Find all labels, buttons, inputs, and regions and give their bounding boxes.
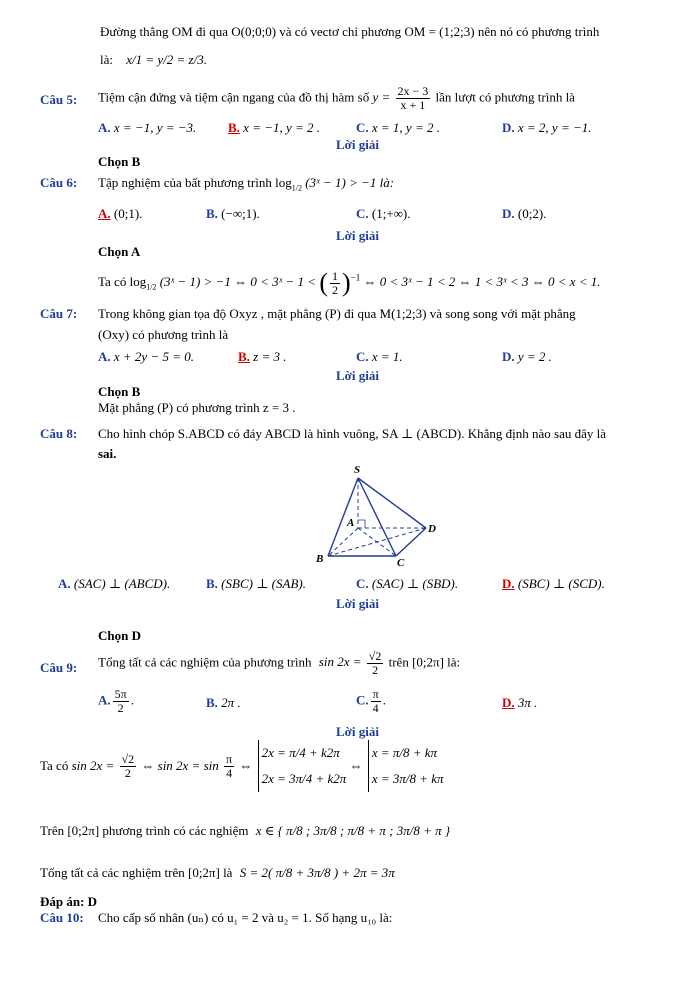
q9-option-d-letter: D. xyxy=(502,695,515,710)
question-5 xyxy=(40,92,77,108)
q9-work3-text: Tổng tất cả các nghiệm trên [0;2π] là xyxy=(40,865,233,880)
q9-work1-mid: ⇔ sin 2x = sin xyxy=(141,758,219,773)
q7-line1: Trong không gian tọa độ Oxyz , mặt phẳng (P) đi qua M(1;2;3) và song song với mặt phẳng xyxy=(98,306,576,321)
q8-option-d-letter: D. xyxy=(502,576,515,591)
q9-work3 xyxy=(40,865,395,881)
q6-work-mid: (3ˣ − 1) > −1 ⇔ 0 < 3ˣ − 1 < xyxy=(159,273,317,289)
q9-option-d[interactable] xyxy=(502,695,537,711)
q5-option-c[interactable] xyxy=(356,120,440,136)
intro-line1: Đường thẳng OM đi qua O(0;0;0) và có vectơ chỉ phương OM = (1;2;3) nên nó có phương trình xyxy=(100,24,600,39)
q5-option-d-letter: D. xyxy=(502,120,515,135)
q9-case-2a: x = π/8 + kπ xyxy=(371,745,438,760)
q6-option-a-text: (0;1). xyxy=(113,206,143,221)
q7-explanation: Mặt phẳng (P) có phương trình z = 3 . xyxy=(98,400,296,415)
q6-option-b-letter: B. xyxy=(206,206,218,221)
q6-option-d-letter: D. xyxy=(502,206,515,221)
q8-option-b-letter: B. xyxy=(206,576,218,591)
q7-option-c-letter: C. xyxy=(356,349,369,364)
q9-option-c[interactable] xyxy=(356,688,386,715)
q5-text-after: lần lượt có phương trình là xyxy=(435,89,575,105)
q8-option-c-letter: C. xyxy=(356,576,369,591)
q7-label: Câu 7: xyxy=(40,306,78,321)
q7-option-a-text: x + 2y − 5 = 0. xyxy=(113,349,194,364)
q6-work xyxy=(98,268,601,298)
q9-case-2b: x = 3π/8 + kπ xyxy=(371,771,444,786)
q9-case-1a: 2x = π/4 + k2π xyxy=(261,745,340,760)
q9-work1-sqrt2: $\frac{√2}{2}$ xyxy=(121,751,135,780)
pyramid-figure xyxy=(310,462,450,572)
q9-option-a-frac xyxy=(113,688,129,715)
q9-option-c-den: 4 xyxy=(372,701,379,715)
q5-option-a-letter: A. xyxy=(98,120,111,135)
q10-text: Cho cấp số nhân (uₙ) có u₁ = 2 và u₂ = 1. Số hạng u₁₀ là: xyxy=(98,910,393,925)
q9-eq-lhs: sin 2x = xyxy=(318,654,362,670)
q9-work1 xyxy=(40,740,444,792)
q6-log: $\log_{1/2}$ xyxy=(275,175,302,193)
q10-label: Câu 10: xyxy=(40,910,84,925)
q7-option-b-letter: B. xyxy=(238,349,250,364)
q6-option-d[interactable] xyxy=(502,206,546,222)
q6-work-prefix: Ta có xyxy=(98,273,127,289)
q9-work2-set: x ∈ { π/8 ; 3π/8 ; π/8 + π ; 3π/8 + π } xyxy=(255,823,451,838)
edge-sd xyxy=(358,478,426,528)
q9-work1-pi-over-4: $\frac{\pi}{4}$ xyxy=(226,751,233,780)
intro-line2 xyxy=(100,52,207,68)
q9-option-b[interactable] xyxy=(206,695,241,711)
q9-option-a-num: 5π xyxy=(114,687,127,701)
edge-sc xyxy=(358,478,396,556)
q5-option-b[interactable] xyxy=(228,120,320,136)
q9-option-b-text: 2π . xyxy=(221,695,241,710)
q9-work2-text: Trên [0;2π] phương trình có các nghiệm xyxy=(40,823,249,838)
q9-option-a-letter: A. xyxy=(98,692,111,708)
q7-option-c[interactable] xyxy=(356,349,403,365)
q9-option-b-letter: B. xyxy=(206,695,218,710)
q8-option-d[interactable] xyxy=(502,576,605,592)
vertex-s: S xyxy=(354,464,361,476)
q9-work1-equiv2: ⇔ xyxy=(349,758,363,773)
q6-option-c[interactable] xyxy=(356,206,411,222)
q9-option-c-frac xyxy=(371,688,381,715)
q7-option-b-text: z = 3 . xyxy=(253,349,287,364)
q5-text: Tiệm cận đứng và tiệm cận ngang của đồ thị hàm số xyxy=(98,89,370,105)
q8-label: Câu 8: xyxy=(40,426,78,441)
q6-answer: Chọn A xyxy=(98,244,141,259)
q5-option-a-text: x = −1, y = −3. xyxy=(113,120,197,135)
q9-label: Câu 9: xyxy=(40,660,78,675)
q6-text: Tập nghiệm của bất phương trình xyxy=(98,175,272,190)
q9-case-1b: 2x = 3π/4 + k2π xyxy=(261,771,347,786)
q8-option-c[interactable] xyxy=(356,576,458,592)
q6-option-d-text: (0;2). xyxy=(517,206,547,221)
q6-work-half-power: ( $\frac{1}{2}$ )$^{-1}$ xyxy=(319,268,361,297)
q9-text: Tổng tất cả các nghiệm của phương trình xyxy=(98,654,312,670)
q8-option-a-letter: A. xyxy=(58,576,71,591)
q5-option-d-text: x = 2, y = −1. xyxy=(517,120,592,135)
q5-option-b-letter: B. xyxy=(228,120,240,135)
q6-option-a[interactable] xyxy=(98,206,142,222)
q7-option-d-letter: D. xyxy=(502,349,515,364)
q5-stem xyxy=(98,85,575,112)
vertex-b: B xyxy=(316,553,324,565)
q6-option-b-text: (−∞;1). xyxy=(221,206,260,221)
q9-option-d-text: 3π . xyxy=(517,695,538,710)
q6-option-a-letter: A. xyxy=(98,206,111,221)
q8-solution-heading: Lời giải xyxy=(336,596,379,611)
q8-option-b[interactable] xyxy=(206,576,306,592)
q8-answer: Chọn D xyxy=(98,628,141,643)
q5-option-c-letter: C. xyxy=(356,120,369,135)
q7-option-a[interactable] xyxy=(98,349,194,365)
q9-eq-tail: trên [0;2π] là: xyxy=(388,654,461,670)
q5-fraction xyxy=(396,85,431,112)
q9-work1-equiv: ⇔ xyxy=(239,758,253,773)
q5-option-d[interactable] xyxy=(502,120,592,136)
q9-option-c-num: π xyxy=(372,687,379,701)
vertex-c: C xyxy=(397,557,405,569)
q9-solution-heading: Lời giải xyxy=(336,724,379,739)
q9-work1-prefix: Ta có xyxy=(40,758,69,773)
q8-option-c-text: (SAC) ⊥ (SBD). xyxy=(371,576,459,591)
q7-option-b[interactable] xyxy=(238,349,287,365)
q8-option-a-text: (SAC) ⊥ (ABCD). xyxy=(73,576,171,591)
q9-option-a[interactable] xyxy=(98,688,134,715)
q6-inequality: (3ˣ − 1) > −1 là: xyxy=(305,175,395,190)
q6-option-c-text: (1;+∞). xyxy=(371,206,411,221)
q5-option-a[interactable] xyxy=(98,120,196,136)
q9-option-a-tail: . xyxy=(130,692,134,708)
q9-case-set-2 xyxy=(368,740,444,792)
vertex-d: D xyxy=(428,523,436,535)
q5-solution-heading: Lời giải xyxy=(336,137,379,152)
q5-func-den: x + 1 xyxy=(400,98,426,112)
q6-work-tail: ⇔ 0 < 3ˣ − 1 < 2 ⇔ 1 < 3ˣ < 3 ⇔ 0 < x < 1. xyxy=(363,273,601,289)
q8-option-a[interactable] xyxy=(58,576,170,592)
q9-case-set-1 xyxy=(258,740,347,792)
q9-option-a-den: 2 xyxy=(117,701,124,715)
q7-option-d-text: y = 2 . xyxy=(517,349,552,364)
q7-answer: Chọn B xyxy=(98,384,141,399)
q7-option-d[interactable] xyxy=(502,349,552,365)
q9-option-c-letter: C. xyxy=(356,692,369,708)
q7-option-c-text: x = 1. xyxy=(371,349,403,364)
q6-work-log: $\log_{1/2}$ xyxy=(129,273,157,292)
q5-answer: Chọn B xyxy=(98,154,141,169)
q9-work3-expr: S = 2( π/8 + 3π/8 ) + 2π = 3π xyxy=(239,865,395,880)
intro-equation: x/1 = y/2 = z/3. xyxy=(126,52,207,67)
q7-option-a-letter: A. xyxy=(98,349,111,364)
q9-stem xyxy=(98,650,460,677)
q6-solution-heading: Lời giải xyxy=(336,228,379,243)
q9-work1-lhs: sin 2x = xyxy=(71,758,115,773)
q5-option-c-text: x = 1, y = 2 . xyxy=(371,120,440,135)
q5-label: Câu 5: xyxy=(40,92,78,107)
q6-option-b[interactable] xyxy=(206,206,260,222)
q6-label: Câu 6: xyxy=(40,175,78,190)
q7-line2: (Oxy) có phương trình là xyxy=(98,327,229,342)
q9-option-c-tail: . xyxy=(382,692,386,708)
right-angle-mark xyxy=(358,520,365,528)
q6-option-c-letter: C. xyxy=(356,206,369,221)
intro-line2-prefix: là: xyxy=(100,52,113,67)
q8-option-b-text: (SBC) ⊥ (SAB). xyxy=(221,576,306,591)
q7-solution-heading: Lời giải xyxy=(336,368,379,383)
q6-stem xyxy=(98,175,394,193)
q8-option-d-text: (SBC) ⊥ (SCD). xyxy=(517,576,605,591)
q8-line2: sai. xyxy=(98,446,117,461)
q8-line1: Cho hình chóp S.ABCD có đáy ABCD là hình vuông, SA ⊥ (ABCD). Khẳng định nào sau đây là xyxy=(98,426,607,441)
q5-option-b-text: x = −1, y = 2 . xyxy=(243,120,321,135)
q9-final-answer: Đáp án: D xyxy=(40,894,98,909)
q5-func-lhs: y = xyxy=(372,89,391,105)
vertex-a: A xyxy=(347,517,355,529)
q9-sqrt2-over-2: $\frac{√2}{2}$ xyxy=(368,649,382,677)
q5-func-num: 2x − 3 xyxy=(397,84,429,98)
q9-work2 xyxy=(40,823,450,839)
